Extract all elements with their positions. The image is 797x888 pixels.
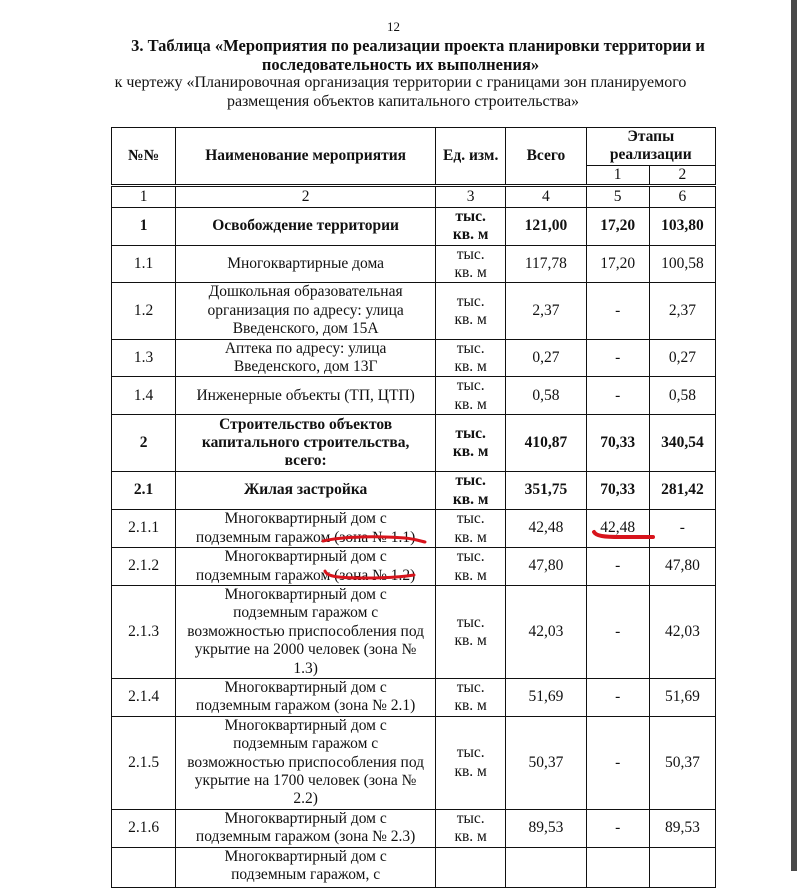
header-stage-1: 1 — [586, 165, 649, 185]
row-name-line: Многоквартирный дом с — [224, 510, 387, 528]
row-unit-line: кв. м — [454, 264, 487, 282]
row-name-line: капитального строительства, — [201, 434, 410, 452]
row-number: 2.1.3 — [112, 585, 176, 678]
index-cell: 4 — [506, 185, 586, 207]
table-row — [112, 245, 716, 283]
row-name-line: Введенского, дом 15А — [232, 320, 379, 338]
row-name — [176, 472, 436, 510]
row-unit — [436, 415, 506, 472]
row-unit-line: тыс. — [455, 424, 486, 442]
row-name — [176, 678, 436, 716]
index-cell: 2 — [176, 185, 436, 207]
row-name-line: подземным гаражом (зона № 1.2) — [195, 566, 416, 584]
row-stage-1: - — [586, 585, 649, 678]
table-row — [112, 339, 716, 377]
row-unit — [436, 510, 506, 548]
row-unit-line: тыс. — [456, 292, 485, 310]
row-number: 1 — [112, 207, 176, 245]
row-stage-2 — [649, 847, 715, 887]
row-name-line: организация по адресу: улица — [207, 301, 404, 319]
row-number: 2.1.4 — [112, 678, 176, 716]
row-name-line: подземным гаражом (зона № 2.3) — [195, 828, 416, 846]
row-total: 2,37 — [506, 283, 586, 339]
row-stage-1: - — [586, 548, 649, 586]
row-total: 410,87 — [506, 415, 586, 472]
index-cell: 3 — [436, 185, 506, 207]
row-stage-1 — [586, 847, 649, 887]
row-name — [176, 809, 436, 847]
row-name — [176, 283, 436, 339]
row-unit-line: тыс. — [456, 339, 485, 357]
row-name-line: Многоквартирный дом с — [224, 678, 387, 696]
row-unit-line: тыс. — [455, 472, 486, 490]
table-row — [112, 548, 716, 586]
table-row — [112, 847, 716, 887]
table-row — [112, 472, 716, 510]
row-stage-1: - — [586, 283, 649, 339]
row-name-line: 2.2) — [293, 790, 318, 808]
row-stage-2: 281,42 — [649, 472, 715, 510]
table-body — [112, 185, 716, 887]
row-name-line: 1.3) — [293, 659, 318, 677]
row-number: 2.1.5 — [112, 716, 176, 809]
row-name — [176, 207, 436, 245]
row-stage-2: 89,53 — [649, 809, 715, 847]
row-total: 121,00 — [506, 207, 586, 245]
row-unit-line: тыс. — [456, 678, 485, 696]
table-row — [112, 678, 716, 716]
row-total — [506, 847, 586, 887]
table-row — [112, 716, 716, 809]
row-name-line: подземным гаражом, с — [231, 866, 381, 884]
row-unit-line: кв. м — [454, 762, 487, 780]
row-total: 51,69 — [506, 678, 586, 716]
table-row — [112, 585, 716, 678]
row-stage-2: 2,37 — [649, 283, 715, 339]
row-unit-line: тыс. — [456, 548, 485, 566]
row-name-line: подземным гаражом (зона № 2.1) — [195, 697, 416, 715]
row-stage-1: 70,33 — [586, 415, 649, 472]
row-stage-2: 51,69 — [649, 678, 715, 716]
row-unit — [436, 716, 506, 809]
row-name-line: подземным гаражом (зона № 1.1) — [195, 528, 416, 546]
row-unit — [436, 585, 506, 678]
row-unit-line: кв. м — [454, 395, 487, 413]
row-name-line: Освобождение территории — [212, 217, 399, 235]
row-unit-line: кв. м — [454, 697, 487, 715]
row-name-line: возможностью приспособления под — [187, 622, 425, 640]
row-total: 351,75 — [506, 472, 586, 510]
row-name-line: Многоквартирный дом с — [224, 716, 387, 734]
row-name-line: подземным гаражом с — [233, 735, 379, 753]
row-name-line: Аптека по адресу: улица — [224, 339, 387, 357]
row-name-line: Многоквартирный дом с — [224, 585, 387, 603]
row-number: 2.1.2 — [112, 548, 176, 586]
row-name — [176, 245, 436, 283]
table-row — [112, 510, 716, 548]
row-stage-1: 42,48 — [586, 510, 649, 548]
table-title-line-2: последовательность их выполнения» — [261, 55, 540, 74]
row-unit — [436, 847, 506, 887]
row-name — [176, 847, 436, 887]
row-stage-2: 0,58 — [649, 377, 715, 415]
row-total: 47,80 — [506, 548, 586, 586]
table-row — [112, 283, 716, 339]
row-total: 0,58 — [506, 377, 586, 415]
row-name-line: Инженерные объекты (ТП, ЦТП) — [196, 386, 415, 404]
row-unit-line: кв. м — [454, 566, 487, 584]
header-unit: Ед. изм. — [436, 128, 506, 186]
header-stages — [586, 128, 715, 166]
row-unit-line: кв. м — [454, 358, 487, 376]
row-number: 2.1 — [112, 472, 176, 510]
header-total: Всего — [506, 128, 586, 186]
row-name — [176, 716, 436, 809]
row-unit-line: кв. м — [454, 311, 487, 329]
table-subtitle-line-1: к чертежу «Планировочная организация территории с границами зон планируемого — [114, 74, 687, 91]
row-unit-line: тыс. — [456, 377, 485, 395]
row-name — [176, 585, 436, 678]
header-stages-text: Этапы реализации — [609, 128, 692, 164]
row-stage-2: 50,37 — [649, 716, 715, 809]
row-unit — [436, 339, 506, 377]
row-stage-2: 103,80 — [649, 207, 715, 245]
row-unit — [436, 548, 506, 586]
column-index-row — [112, 185, 716, 207]
row-total: 0,27 — [506, 339, 586, 377]
row-name-line: подземным гаражом с — [233, 604, 379, 622]
row-name — [176, 510, 436, 548]
row-stage-2: 340,54 — [649, 415, 715, 472]
row-stage-1: 70,33 — [586, 472, 649, 510]
row-name-line: всего: — [284, 452, 327, 470]
table-row — [112, 207, 716, 245]
row-unit-line: тыс. — [456, 613, 485, 631]
viewer-scrollbar-edge[interactable] — [791, 0, 797, 871]
row-number: 2.1.1 — [112, 510, 176, 548]
row-unit — [436, 245, 506, 283]
row-name — [176, 377, 436, 415]
row-unit — [436, 809, 506, 847]
row-stage-1: - — [586, 809, 649, 847]
index-cell: 5 — [586, 185, 649, 207]
row-unit — [436, 377, 506, 415]
row-name — [176, 548, 436, 586]
row-stage-1: - — [586, 716, 649, 809]
row-name-line: Введенского, дом 13Г — [233, 358, 378, 376]
row-unit — [436, 678, 506, 716]
row-name-line: Строительство объектов — [219, 415, 393, 433]
row-total: 89,53 — [506, 809, 586, 847]
row-unit-line: кв. м — [454, 828, 487, 846]
table-row — [112, 377, 716, 415]
header-stage-2: 2 — [649, 165, 715, 185]
row-number: 1.1 — [112, 245, 176, 283]
table-row — [112, 415, 716, 472]
row-name-line: Жилая застройка — [243, 481, 368, 499]
row-total: 117,78 — [506, 245, 586, 283]
row-total: 50,37 — [506, 716, 586, 809]
row-unit — [436, 283, 506, 339]
index-cell: 1 — [112, 185, 176, 207]
row-number: 1.3 — [112, 339, 176, 377]
table-row — [112, 809, 716, 847]
row-stage-1: 17,20 — [586, 245, 649, 283]
row-stage-1: - — [586, 339, 649, 377]
row-stage-2: 47,80 — [649, 548, 715, 586]
row-name-line: укрытие на 2000 человек (зона № — [194, 641, 417, 659]
row-name-line: укрытие на 1700 человек (зона № — [194, 771, 417, 789]
row-unit-line: кв. м — [452, 490, 489, 508]
row-name-line: Многоквартирный дом с — [224, 809, 387, 827]
row-unit-line: тыс. — [456, 510, 485, 528]
row-stage-2: 0,27 — [649, 339, 715, 377]
row-number: 2 — [112, 415, 176, 472]
row-name-line: Многоквартирный дом с — [224, 847, 387, 865]
table-title — [0, 36, 791, 74]
row-total: 42,48 — [506, 510, 586, 548]
measures-table — [111, 127, 716, 888]
row-unit-line: тыс. — [456, 245, 485, 263]
row-unit — [436, 472, 506, 510]
table-title-line-1: 3. Таблица «Мероприятия по реализации проекта планировки территории и — [131, 36, 705, 55]
row-name-line: Многоквартирные дома — [227, 254, 385, 272]
table-subtitle-line-2: размещения объектов капитального строительства» — [226, 93, 580, 110]
row-unit-line: кв. м — [452, 226, 489, 244]
row-stage-2: 42,03 — [649, 585, 715, 678]
table-header-row — [112, 128, 716, 166]
row-stage-1: 17,20 — [586, 207, 649, 245]
row-unit-line: тыс. — [456, 744, 485, 762]
row-number: 2.1.6 — [112, 809, 176, 847]
row-unit-line: кв. м — [454, 528, 487, 546]
row-unit — [436, 207, 506, 245]
row-name-line: Многоквартирный дом с — [224, 548, 387, 566]
row-stage-2: - — [649, 510, 715, 548]
row-unit-line: тыс. — [455, 207, 486, 225]
row-name — [176, 415, 436, 472]
row-unit-line: кв. м — [452, 443, 489, 461]
row-stage-2: 100,58 — [649, 245, 715, 283]
index-cell: 6 — [649, 185, 715, 207]
row-number: 1.4 — [112, 377, 176, 415]
row-number: 1.2 — [112, 283, 176, 339]
row-stage-1: - — [586, 678, 649, 716]
row-unit-line: тыс. — [456, 809, 485, 827]
row-name — [176, 339, 436, 377]
row-unit-line: кв. м — [454, 631, 487, 649]
row-stage-1: - — [586, 377, 649, 415]
row-name-line: Дошкольная образовательная — [208, 283, 403, 301]
page-number — [0, 19, 791, 35]
table-subtitle — [0, 73, 791, 111]
header-name: Наименование мероприятия — [176, 128, 436, 186]
row-name-line: возможностью приспособления под — [187, 753, 425, 771]
row-number — [112, 847, 176, 887]
header-num: №№ — [112, 128, 176, 186]
page-number-text: 12 — [387, 19, 400, 34]
row-total: 42,03 — [506, 585, 586, 678]
